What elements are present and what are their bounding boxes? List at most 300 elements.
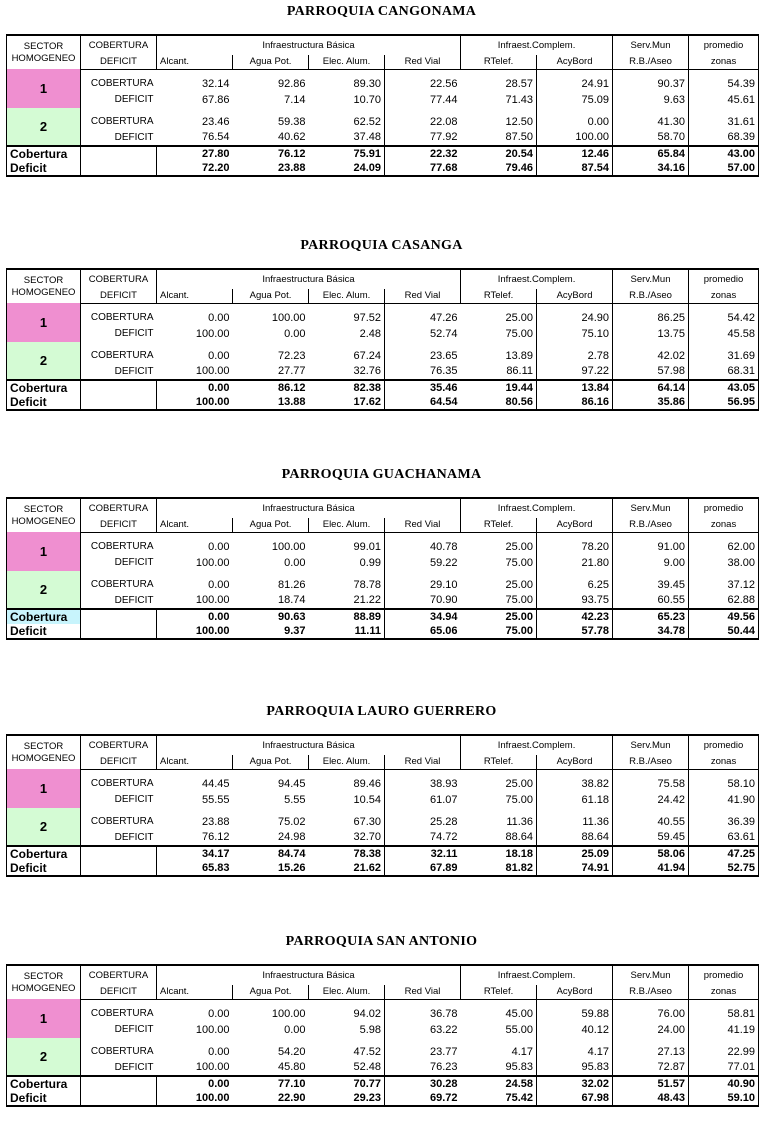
value-cell: 2.78	[537, 348, 613, 364]
value-cell: 32.70	[309, 830, 385, 846]
rb-aseo-header: R.B./Aseo	[613, 289, 689, 303]
cobertura-label: COBERTURA	[90, 116, 154, 127]
value-cell: 13.89	[461, 348, 537, 364]
value-cell: 24.91	[537, 76, 613, 92]
value-cell: 5.98	[309, 1022, 385, 1038]
total-value-cell: 30.28	[430, 1077, 458, 1090]
table-row	[7, 577, 759, 593]
table-row	[7, 76, 759, 92]
deficit-header: DEFICIT	[81, 755, 157, 769]
infra-basica-header: Infraestructura Básica	[157, 498, 461, 518]
value-cell: 41.30	[613, 114, 689, 130]
table-row	[7, 310, 759, 326]
value-cell: 24.00	[613, 1022, 689, 1038]
table-row	[7, 1006, 759, 1022]
total-value-cell: 51.57	[613, 1076, 689, 1091]
sector-header-line2: HOMOGENEO	[11, 515, 76, 527]
value-cell: 29.10	[430, 578, 458, 591]
value-cell: 0.00	[208, 1045, 230, 1058]
value-cell: 58.81	[689, 1006, 759, 1022]
value-cell: 88.64	[461, 830, 537, 846]
value-cell: 61.07	[430, 793, 458, 806]
value-cell: 94.45	[277, 777, 306, 790]
value-cell: 25.00	[461, 776, 537, 792]
agua-header: Agua Pot.	[233, 289, 309, 303]
value-cell: 40.12	[537, 1022, 613, 1038]
value-cell: 37.12	[689, 577, 759, 593]
value-cell: 45.61	[689, 92, 759, 108]
value-cell: 76.12	[157, 830, 233, 846]
value-cell: 44.45	[201, 777, 230, 790]
total-value-cell: 75.00	[461, 624, 537, 639]
value-cell: 100.00	[195, 327, 230, 340]
rb-aseo-header: R.B./Aseo	[613, 518, 689, 532]
value-cell: 57.98	[613, 364, 689, 380]
total-value-cell: 56.95	[689, 395, 759, 410]
blank-cell	[81, 1076, 157, 1091]
value-cell: 38.93	[430, 777, 458, 790]
acybord-header: AcyBord	[537, 55, 613, 69]
infra-compl-header: Infraest.Complem.	[461, 735, 613, 755]
deficit-label: DEFICIT	[114, 328, 154, 339]
value-cell: 59.45	[613, 830, 689, 846]
cobertura-label: COBERTURA	[90, 816, 154, 827]
total-value-cell: 49.56	[689, 609, 759, 624]
serv-mun-header: Serv.Mun	[613, 35, 689, 55]
total-value-cell: 88.89	[309, 609, 385, 624]
value-cell: 81.26	[277, 578, 306, 591]
total-value-cell: 79.46	[461, 161, 537, 176]
sector-header-line2: HOMOGENEO	[11, 982, 76, 994]
value-cell: 28.57	[461, 76, 537, 92]
value-cell: 89.46	[309, 776, 385, 792]
acybord-header: AcyBord	[537, 289, 613, 303]
total-value-cell: 72.20	[157, 161, 233, 176]
value-cell: 67.24	[309, 348, 385, 364]
total-value-cell: 0.00	[208, 381, 230, 394]
table-row	[7, 348, 759, 364]
total-value-cell: 100.00	[157, 1091, 233, 1106]
total-value-cell: 80.56	[461, 395, 537, 410]
parroquia-section	[0, 700, 763, 877]
deficit-label: DEFICIT	[81, 364, 157, 380]
total-value-cell: 9.37	[233, 624, 309, 639]
value-cell: 63.61	[689, 830, 759, 846]
value-cell: 23.46	[201, 115, 230, 128]
value-cell: 100.00	[271, 311, 306, 324]
total-deficit-row	[7, 1091, 759, 1106]
sector-header-line1: SECTOR	[23, 970, 64, 982]
rtelef-header: RTelef.	[461, 55, 537, 69]
value-cell: 11.36	[461, 814, 537, 830]
value-cell: 0.00	[208, 349, 230, 362]
rtelef-header: RTelef.	[461, 289, 537, 303]
sector-homogeneo-header	[7, 735, 81, 769]
value-cell: 32.76	[309, 364, 385, 380]
value-cell: 74.72	[385, 830, 461, 846]
value-cell: 72.87	[613, 1060, 689, 1076]
total-value-cell: 82.38	[309, 380, 385, 395]
deficit-label: DEFICIT	[81, 130, 157, 146]
total-value-cell: 27.80	[201, 147, 230, 160]
sector-homogeneo-header	[7, 269, 81, 303]
cobertura-label: COBERTURA	[90, 78, 154, 89]
value-cell: 75.00	[461, 555, 537, 571]
deficit-label: DEFICIT	[114, 1024, 154, 1035]
value-cell: 37.48	[309, 130, 385, 146]
total-value-cell: 90.63	[277, 610, 306, 623]
value-cell: 75.10	[537, 326, 613, 342]
value-cell: 89.30	[309, 76, 385, 92]
total-value-cell: 35.46	[430, 381, 458, 394]
value-cell: 42.02	[613, 348, 689, 364]
value-cell: 5.55	[284, 793, 306, 806]
sector-header-line1: SECTOR	[23, 274, 64, 286]
total-value-cell: 81.82	[461, 861, 537, 876]
infra-basica-header: Infraestructura Básica	[157, 965, 461, 985]
value-cell: 6.25	[537, 577, 613, 593]
cobertura-header: COBERTURA	[81, 35, 157, 55]
parroquia-section	[0, 234, 763, 411]
parroquia-title: PARROQUIA CANGONAMA	[286, 4, 477, 19]
agua-header: Agua Pot.	[233, 985, 309, 999]
cobertura-header: COBERTURA	[81, 498, 157, 518]
rtelef-header: RTelef.	[461, 518, 537, 532]
value-cell: 9.00	[613, 555, 689, 571]
deficit-label: DEFICIT	[114, 794, 154, 805]
total-deficit-row	[7, 861, 759, 876]
value-cell: 2.48	[309, 326, 385, 342]
value-cell: 47.52	[309, 1044, 385, 1060]
table-row	[7, 1044, 759, 1060]
value-cell: 0.00	[208, 311, 230, 324]
value-cell: 55.55	[201, 793, 230, 806]
zonas-header: zonas	[689, 985, 759, 999]
value-cell: 100.00	[537, 130, 613, 146]
blank-cell	[81, 861, 157, 876]
value-cell: 90.37	[613, 76, 689, 92]
infra-compl-header: Infraest.Complem.	[461, 965, 613, 985]
value-cell: 100.00	[157, 593, 233, 609]
total-value-cell: 87.54	[537, 161, 613, 176]
alcant-header: Alcant.	[157, 755, 233, 769]
sector-header-line1: SECTOR	[23, 740, 64, 752]
value-cell: 27.77	[233, 364, 309, 380]
total-value-cell: 75.91	[309, 146, 385, 161]
table-row	[7, 814, 759, 830]
total-value-cell: 100.00	[157, 395, 233, 410]
zonas-header: zonas	[689, 55, 759, 69]
total-label: Cobertura	[7, 146, 81, 161]
rtelef-header: RTelef.	[461, 985, 537, 999]
value-cell: 0.00	[208, 578, 230, 591]
sector-header-line2: HOMOGENEO	[11, 52, 76, 64]
total-value-cell: 34.94	[430, 610, 458, 623]
cobertura-header: COBERTURA	[81, 735, 157, 755]
serv-mun-header: Serv.Mun	[613, 735, 689, 755]
value-cell: 75.02	[277, 815, 306, 828]
value-cell: 58.10	[689, 776, 759, 792]
coverage-table	[6, 734, 759, 877]
rb-aseo-header: R.B./Aseo	[613, 755, 689, 769]
value-cell: 10.70	[309, 92, 385, 108]
value-cell: 41.90	[689, 792, 759, 808]
parroquia-section	[0, 0, 763, 177]
total-value-cell: 65.06	[385, 624, 461, 639]
total-value-cell: 64.54	[385, 395, 461, 410]
total-value-cell: 77.68	[385, 161, 461, 176]
deficit-label: DEFICIT	[81, 593, 157, 609]
value-cell: 22.99	[689, 1044, 759, 1060]
alcant-header: Alcant.	[157, 518, 233, 532]
cobertura-label: COBERTURA	[90, 778, 154, 789]
deficit-label: DEFICIT	[81, 830, 157, 846]
value-cell: 18.74	[233, 593, 309, 609]
acybord-header: AcyBord	[537, 985, 613, 999]
value-cell: 0.00	[208, 540, 230, 553]
elec-header: Elec. Alum.	[309, 518, 385, 532]
cobertura-header: COBERTURA	[81, 269, 157, 289]
value-cell: 68.31	[689, 364, 759, 380]
total-value-cell: 34.78	[613, 624, 689, 639]
total-value-cell: 17.62	[309, 395, 385, 410]
alcant-header: Alcant.	[157, 55, 233, 69]
rb-aseo-header: R.B./Aseo	[613, 55, 689, 69]
sector-id: 1	[7, 769, 81, 808]
total-value-cell: 40.90	[689, 1076, 759, 1091]
value-cell: 87.50	[461, 130, 537, 146]
value-cell: 36.39	[689, 814, 759, 830]
value-cell: 13.75	[613, 326, 689, 342]
value-cell: 23.65	[430, 349, 458, 362]
value-cell: 24.98	[233, 830, 309, 846]
value-cell: 77.44	[430, 93, 458, 106]
value-cell: 75.00	[461, 593, 537, 609]
agua-header: Agua Pot.	[233, 755, 309, 769]
value-cell: 45.58	[689, 326, 759, 342]
total-value-cell: 86.16	[537, 395, 613, 410]
total-value-cell: 19.44	[461, 380, 537, 395]
total-value-cell: 25.09	[537, 846, 613, 861]
total-value-cell: 42.23	[537, 609, 613, 624]
value-cell: 78.78	[309, 577, 385, 593]
sector-header-line1: SECTOR	[23, 40, 64, 52]
sector-homogeneo-header	[7, 498, 81, 532]
total-value-cell: 65.83	[157, 861, 233, 876]
total-value-cell: 77.10	[277, 1077, 306, 1090]
value-cell: 62.00	[689, 539, 759, 555]
sector-homogeneo-header	[7, 965, 81, 999]
total-value-cell: 43.00	[689, 146, 759, 161]
value-cell: 45.80	[233, 1060, 309, 1076]
value-cell: 60.55	[613, 593, 689, 609]
total-cobertura-row	[7, 1076, 759, 1091]
value-cell: 100.00	[195, 1023, 230, 1036]
value-cell: 45.00	[461, 1006, 537, 1022]
total-value-cell: 50.44	[689, 624, 759, 639]
value-cell: 31.61	[689, 114, 759, 130]
value-cell: 58.70	[613, 130, 689, 146]
value-cell: 100.00	[271, 1007, 306, 1020]
value-cell: 61.18	[537, 792, 613, 808]
total-cobertura-row	[7, 380, 759, 395]
promedio-header: promedio	[689, 498, 759, 518]
rtelef-header: RTelef.	[461, 755, 537, 769]
total-label: Deficit	[7, 161, 81, 176]
infra-basica-header: Infraestructura Básica	[157, 269, 461, 289]
value-cell: 86.25	[613, 310, 689, 326]
total-value-cell: 24.58	[461, 1076, 537, 1091]
agua-header: Agua Pot.	[233, 55, 309, 69]
value-cell: 4.17	[461, 1044, 537, 1060]
total-value-cell: 65.23	[613, 609, 689, 624]
value-cell: 75.58	[613, 776, 689, 792]
cobertura-label: COBERTURA	[90, 350, 154, 361]
blank-cell	[81, 161, 157, 176]
value-cell: 97.22	[537, 364, 613, 380]
total-value-cell: 41.94	[613, 861, 689, 876]
value-cell: 40.55	[613, 814, 689, 830]
total-label: Deficit	[7, 395, 81, 410]
zonas-header: zonas	[689, 289, 759, 303]
total-value-cell: 70.77	[309, 1076, 385, 1091]
vial-header: Red Vial	[385, 55, 461, 69]
total-value-cell: 57.00	[689, 161, 759, 176]
infra-basica-header: Infraestructura Básica	[157, 35, 461, 55]
value-cell: 75.09	[537, 92, 613, 108]
value-cell: 0.00	[284, 327, 306, 340]
cobertura-label: COBERTURA	[90, 312, 154, 323]
table-row	[7, 364, 759, 380]
sector-id: 1	[7, 532, 81, 571]
promedio-header: promedio	[689, 735, 759, 755]
blank-cell	[81, 846, 157, 861]
value-cell: 47.26	[430, 311, 458, 324]
elec-header: Elec. Alum.	[309, 985, 385, 999]
value-cell: 76.54	[157, 130, 233, 146]
value-cell: 25.00	[461, 310, 537, 326]
value-cell: 40.62	[233, 130, 309, 146]
promedio-header: promedio	[689, 965, 759, 985]
total-value-cell: 86.12	[277, 381, 306, 394]
serv-mun-header: Serv.Mun	[613, 965, 689, 985]
value-cell: 62.52	[309, 114, 385, 130]
vial-header: Red Vial	[385, 289, 461, 303]
blank-cell	[81, 380, 157, 395]
value-cell: 36.78	[430, 1007, 458, 1020]
value-cell: 99.01	[309, 539, 385, 555]
value-cell: 22.56	[430, 77, 458, 90]
total-value-cell: 35.86	[613, 395, 689, 410]
parroquia-section	[0, 930, 763, 1107]
value-cell: 97.52	[309, 310, 385, 326]
value-cell: 0.99	[309, 555, 385, 571]
acybord-header: AcyBord	[537, 518, 613, 532]
deficit-header: DEFICIT	[81, 55, 157, 69]
total-value-cell: 59.10	[689, 1091, 759, 1106]
value-cell: 32.14	[201, 77, 230, 90]
total-value-cell: 20.54	[461, 146, 537, 161]
coverage-table	[6, 964, 759, 1107]
elec-header: Elec. Alum.	[309, 289, 385, 303]
value-cell: 100.00	[157, 364, 233, 380]
table-row	[7, 92, 759, 108]
total-value-cell: 23.88	[233, 161, 309, 176]
sector-id: 2	[7, 108, 81, 146]
parroquia-title: PARROQUIA GUACHANAMA	[281, 467, 482, 482]
value-cell: 38.00	[689, 555, 759, 571]
value-cell: 52.48	[309, 1060, 385, 1076]
promedio-header: promedio	[689, 269, 759, 289]
total-label: Cobertura	[7, 380, 81, 395]
total-label: Cobertura	[7, 1076, 81, 1091]
acybord-header: AcyBord	[537, 755, 613, 769]
value-cell: 54.39	[689, 76, 759, 92]
table-row	[7, 830, 759, 846]
elec-header: Elec. Alum.	[309, 755, 385, 769]
value-cell: 59.88	[537, 1006, 613, 1022]
parroquia-title: PARROQUIA SAN ANTONIO	[285, 934, 478, 949]
total-value-cell: 69.72	[385, 1091, 461, 1106]
value-cell: 0.00	[284, 556, 306, 569]
sector-id: 1	[7, 999, 81, 1038]
total-value-cell: 25.00	[461, 609, 537, 624]
value-cell: 24.90	[537, 310, 613, 326]
value-cell: 27.13	[613, 1044, 689, 1060]
cobertura-label: COBERTURA	[90, 1008, 154, 1019]
total-value-cell: 0.00	[208, 610, 230, 623]
value-cell: 21.80	[537, 555, 613, 571]
table-row	[7, 114, 759, 130]
value-cell: 76.35	[385, 364, 461, 380]
sector-header-line1: SECTOR	[23, 503, 64, 515]
deficit-header: DEFICIT	[81, 985, 157, 999]
value-cell: 41.19	[689, 1022, 759, 1038]
value-cell: 25.00	[461, 539, 537, 555]
value-cell: 100.00	[195, 556, 230, 569]
vial-header: Red Vial	[385, 755, 461, 769]
value-cell: 71.43	[461, 92, 537, 108]
agua-header: Agua Pot.	[233, 518, 309, 532]
value-cell: 100.00	[271, 540, 306, 553]
value-cell: 62.88	[689, 593, 759, 609]
zonas-header: zonas	[689, 755, 759, 769]
value-cell: 40.78	[430, 540, 458, 553]
total-value-cell: 12.46	[537, 146, 613, 161]
value-cell: 0.00	[284, 1023, 306, 1036]
table-row	[7, 1060, 759, 1076]
total-value-cell: 13.88	[233, 395, 309, 410]
blank-cell	[81, 1091, 157, 1106]
total-value-cell: 32.02	[537, 1076, 613, 1091]
value-cell: 55.00	[461, 1022, 537, 1038]
value-cell: 12.50	[461, 114, 537, 130]
vial-header: Red Vial	[385, 985, 461, 999]
coverage-table	[6, 268, 759, 411]
value-cell: 23.77	[430, 1045, 458, 1058]
total-value-cell: 74.91	[537, 861, 613, 876]
value-cell: 76.00	[613, 1006, 689, 1022]
total-label: Deficit	[7, 624, 81, 639]
total-value-cell: 76.12	[277, 147, 306, 160]
total-value-cell: 0.00	[208, 1077, 230, 1090]
total-label: Cobertura	[7, 609, 81, 624]
total-value-cell: 75.42	[461, 1091, 537, 1106]
value-cell: 11.36	[537, 814, 613, 830]
table-row	[7, 792, 759, 808]
total-value-cell: 78.38	[309, 846, 385, 861]
value-cell: 95.83	[537, 1060, 613, 1076]
